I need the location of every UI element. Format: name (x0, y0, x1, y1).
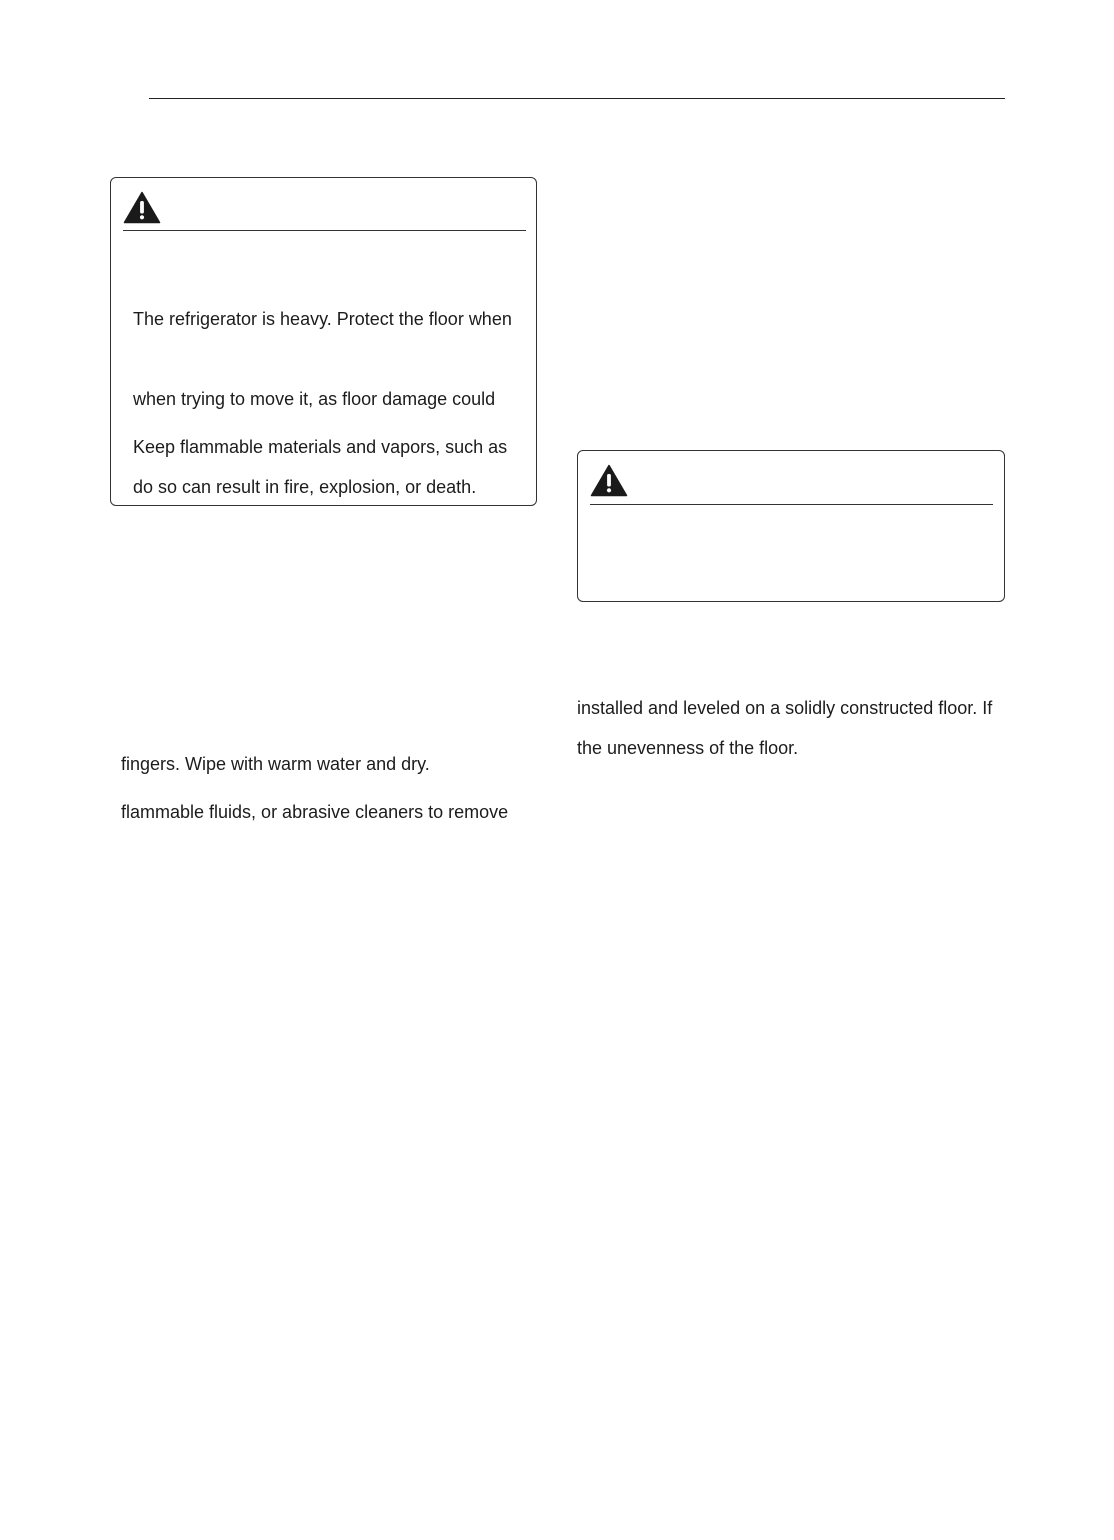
warning-box-divider (590, 504, 993, 505)
warning-text-line: The refrigerator is heavy. Protect the floor when (133, 309, 512, 329)
warning-text-line: Keep flammable materials and vapors, such as (133, 437, 508, 457)
body-text-line: the unevenness of the floor. (577, 738, 799, 758)
warning-box-divider (123, 230, 526, 231)
header-rule (149, 98, 1005, 99)
warning-text-line: when trying to move it, as floor damage could (133, 389, 496, 409)
warning-box-right (577, 450, 1005, 602)
body-text-line: installed and leveled on a solidly constructed floor. If (577, 698, 993, 718)
warning-triangle-icon (590, 464, 628, 497)
warning-triangle-icon (123, 191, 161, 224)
body-text-line: flammable fluids, or abrasive cleaners to remove (121, 802, 509, 822)
body-text-line: fingers. Wipe with warm water and dry. (121, 754, 430, 774)
warning-text-line: do so can result in fire, explosion, or death. (133, 477, 477, 497)
